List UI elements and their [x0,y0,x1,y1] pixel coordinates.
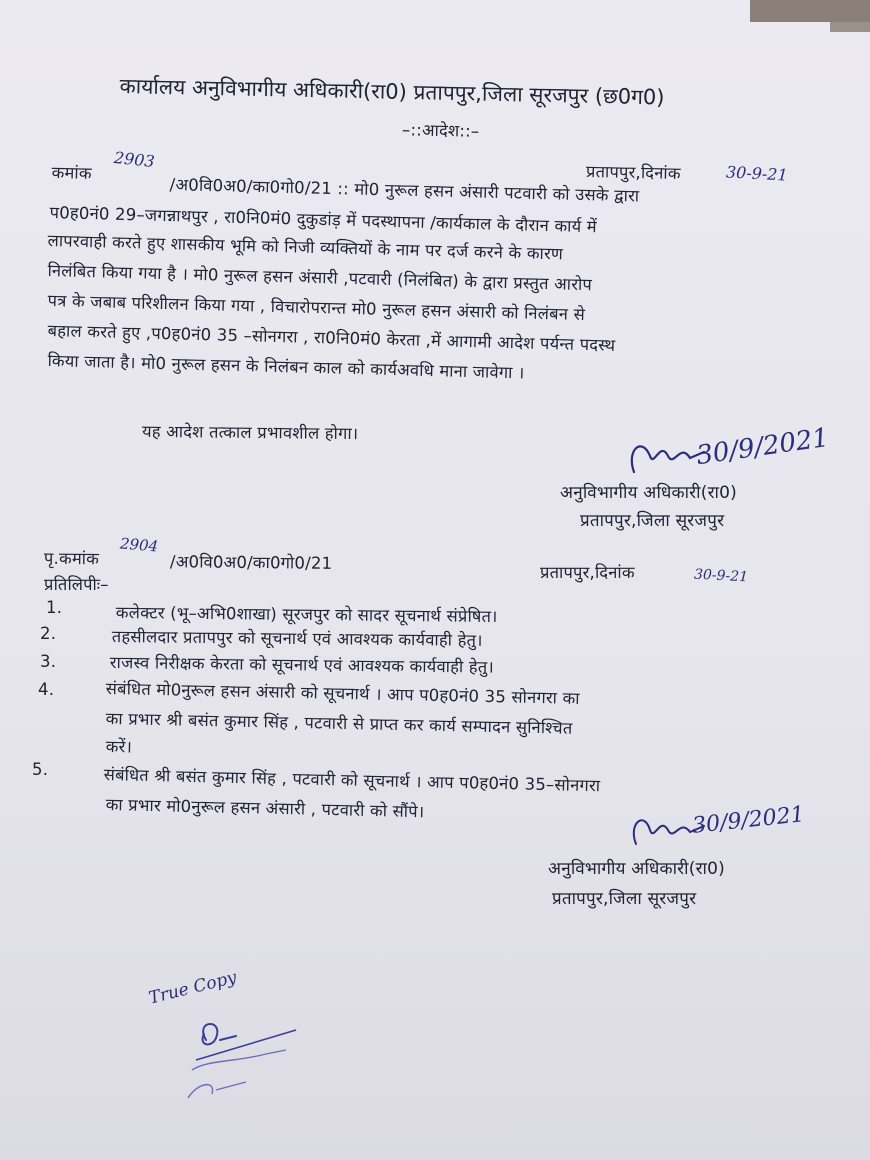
order-signatory-title: अनुविभागीय अधिकारी(रा0) [560,483,737,503]
order-signatory-place: प्रतापपुर,जिला सूरजपुर [580,511,725,531]
order-line: पत्र के जबाब परिशीलन किया गया , विचारोपरान्त मो0 नुरूल हसन अंसारी को निलंबन से [47,290,586,325]
copy-item-line: संबंधित मो0नुरूल हसन अंसारी को सूचनार्थ । आप प0ह0नं0 35 सोनगरा का [105,678,580,708]
attestation-stamp-scribble [176,1010,316,1120]
order-place-date-label: प्रतापपुर,दिनांक [585,162,681,183]
office-title: कार्यालय अनुविभागीय अधिकारी(रा0) प्रतापपुर,जिला सूरजपुर (छ0ग0) [119,73,665,110]
copy-item-line: कलेक्टर (भू–अभि0शाखा) सूरजपुर को सादर सूचनार्थ संप्रेषित। [115,602,498,626]
copy-label: प्रतिलिपीः– [44,575,109,594]
background-surface-edge [830,22,870,32]
copy-signatory-place: प्रतापपुर,जिला सूरजपुर [552,889,697,909]
order-signature-date: 30/9/2021 [694,422,831,472]
copy-item-number: 5. [32,760,49,779]
order-line: प0ह0नं0 29–जगन्नाथपुर , रा0नि0मं0 दुकुडांड़ में पदस्थापना /कार्यकाल के दौरान कार्य में [49,202,598,237]
copy-item-line: तहसीलदार प्रतापपुर को सूचनार्थ एवं आवश्यक कार्यवाही हेतु। [111,626,483,650]
true-copy-note: True Copy [146,967,239,1009]
copy-item-number: 3. [40,652,57,671]
effective-line: यह आदेश तत्काल प्रभावशील होगा। [141,421,359,444]
order-line: किया जाता है। मो0 नुरूल हसन के निलंबन काल को कार्यअवधि माना जावेगा । [47,350,525,383]
order-line: निलंबित किया गया है । मो0 नुरूल हसन अंसारी ,पटवारी (निलंबित) के द्वारा प्रस्तुत आरोप [47,260,593,295]
copy-item-line: का प्रभार मो0नुरूल हसन अंसारी , पटवारी को सौंपे। [105,794,425,822]
copy-number-suffix: /अ0वि0अ0/का0गो0/21 [169,552,333,573]
order-number-suffix: /अ0वि0अ0/का0गो0/21 :: मो0 नुरूल हसन अंसारी पटवारी को उसके द्वारा [169,174,640,206]
copy-item-line: करें। [105,736,133,757]
order-number-prefix: कमांक [51,162,93,183]
copy-number-handwritten: 2904 [119,534,159,556]
copy-place-date-label: प्रतापपुर,दिनांक [540,563,635,582]
copy-signature-date: 30/9/2021 [691,802,806,839]
copy-item-line: संबंधित श्री बसंत कुमार सिंह , पटवारी को सूचनार्थ । आप प0ह0नं0 35–सोनगरा [103,764,601,796]
order-number-handwritten: 2903 [113,147,156,172]
copy-item-number: 2. [40,624,57,643]
copy-item-number: 4. [38,680,55,699]
background-surface [750,0,870,22]
copy-number-prefix: पृ.कमांक [43,548,100,569]
order-line: बहाल करते हुए ,प0ह0नं0 35 –सोनगरा , रा0नि0मं0 केरता ,में आगामी आदेश पर्यन्त पदस्थ [47,320,616,355]
copy-signatory-title: अनुविभागीय अधिकारी(रा0) [548,859,725,879]
copy-item-line: का प्रभार श्री बसंत कुमार सिंह , पटवारी से प्राप्त कर कार्य सम्पादन सुनिश्चित [105,708,573,738]
copy-item-number: 1. [46,598,63,617]
copy-date-handwritten: 30-9-21 [693,566,749,586]
copy-item-line: राजस्व निरीक्षक केरता को सूचनार्थ एवं आवश्यक कार्यवाही हेतु। [109,652,494,677]
order-heading: –::आदेश::– [401,120,480,141]
order-line: लापरवाही करते हुए शासकीय भूमि को निजी व्यक्तियों के नाम पर दर्ज करने के कारण [47,230,564,264]
order-date-handwritten: 30-9-21 [725,162,789,185]
